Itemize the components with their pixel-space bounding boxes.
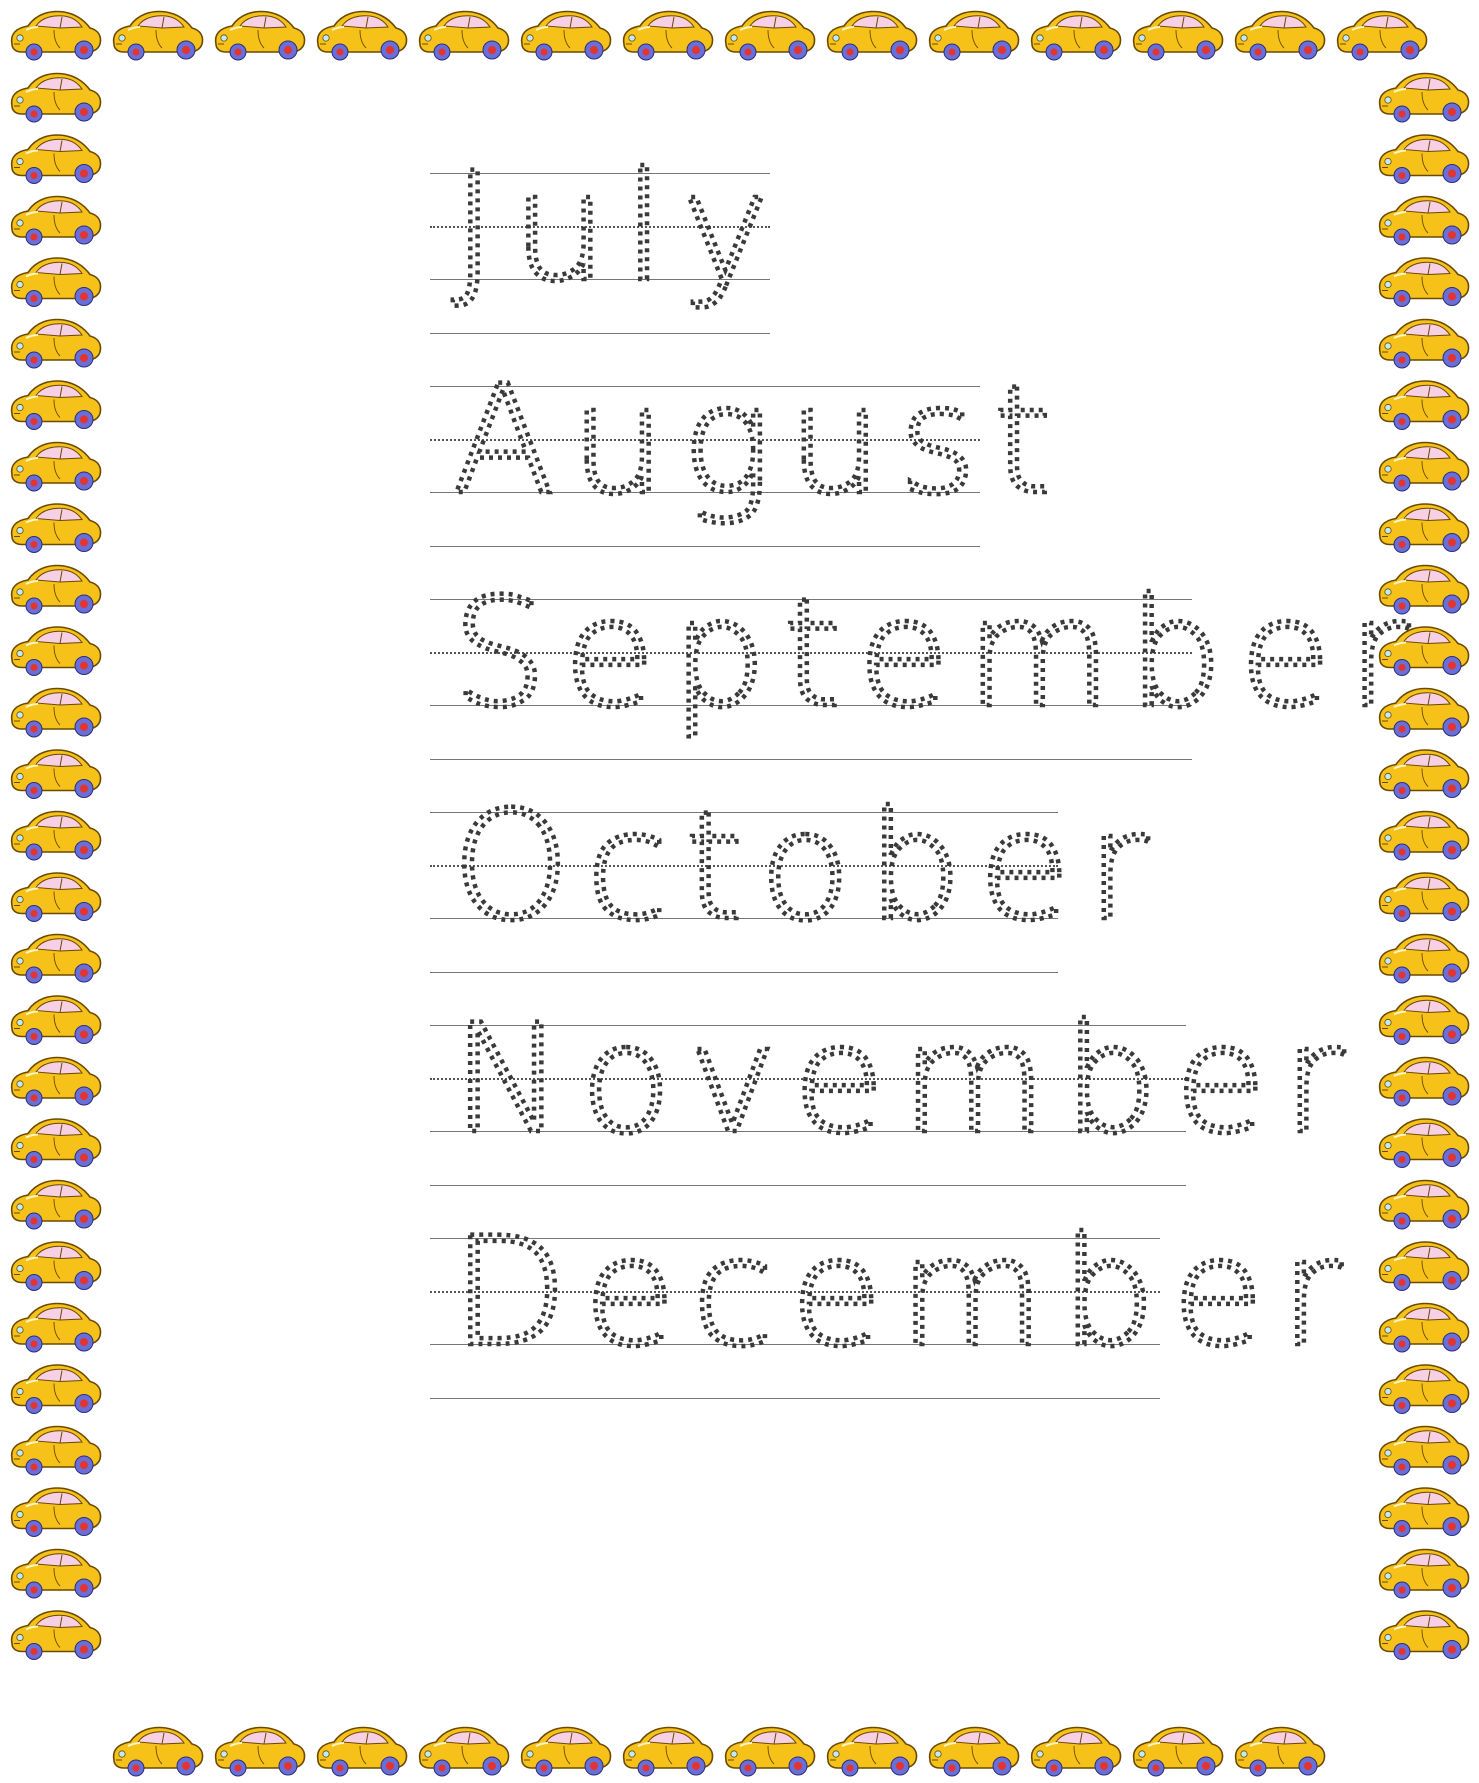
car-icon: [1032, 1728, 1121, 1776]
car-icon: [1380, 504, 1469, 552]
tracing-row: [430, 780, 1165, 972]
trace-word: November: [452, 993, 1361, 1167]
car-icon: [1236, 1728, 1325, 1776]
car-icon: [930, 1728, 1019, 1776]
car-icon: [420, 1728, 509, 1776]
car-icon: [828, 12, 917, 60]
car-icon: [1380, 1242, 1469, 1290]
car-icon: [12, 1427, 101, 1475]
car-icon: [1380, 197, 1469, 245]
trace-word: September: [452, 567, 1426, 741]
car-icon: [1380, 1181, 1469, 1229]
car-icon: [12, 258, 101, 306]
car-icon: [12, 935, 101, 983]
car-icon: [114, 1728, 203, 1776]
car-icon: [12, 320, 101, 368]
car-icon: [12, 1119, 101, 1167]
car-icon: [12, 689, 101, 737]
car-icon: [522, 12, 611, 60]
tracing-row: [430, 1206, 1358, 1398]
car-icon: [12, 1611, 101, 1659]
car-icon: [1134, 12, 1223, 60]
trace-word: December: [452, 1206, 1358, 1380]
car-icon: [12, 996, 101, 1044]
car-icon: [1380, 873, 1469, 921]
trace-word-graphic: [430, 780, 1165, 1002]
tracing-row: [430, 993, 1361, 1185]
car-icon: [318, 1728, 407, 1776]
car-icon: [1380, 1427, 1469, 1475]
car-icon: [1380, 381, 1469, 429]
car-icon: [1380, 996, 1469, 1044]
car-icon: [1380, 1058, 1469, 1106]
car-icon: [12, 750, 101, 798]
car-icon: [12, 566, 101, 614]
trace-word-graphic: [430, 1206, 1358, 1428]
trace-word: August: [452, 354, 1068, 528]
trace-word-graphic: [430, 993, 1361, 1215]
car-icon: [12, 74, 101, 122]
tracing-row: [430, 567, 1426, 759]
car-icon: [1380, 1550, 1469, 1598]
car-icon: [1236, 12, 1325, 60]
car-icon: [114, 12, 203, 60]
trace-word-graphic: [430, 567, 1426, 789]
car-icon: [12, 1488, 101, 1536]
car-icon: [12, 381, 101, 429]
car-icon: [1380, 443, 1469, 491]
car-icon: [12, 1181, 101, 1229]
car-icon: [1380, 258, 1469, 306]
car-icon: [12, 443, 101, 491]
car-icon: [12, 873, 101, 921]
car-icon: [726, 1728, 815, 1776]
car-icon: [12, 1304, 101, 1352]
car-icon: [12, 812, 101, 860]
car-icon: [1134, 1728, 1223, 1776]
car-icon: [1380, 750, 1469, 798]
car-icon: [1032, 12, 1121, 60]
car-icon: [318, 12, 407, 60]
car-icon: [216, 1728, 305, 1776]
car-icon: [1380, 1365, 1469, 1413]
car-icon: [1380, 1611, 1469, 1659]
trace-word-graphic: [430, 354, 1068, 576]
car-icon: [1338, 12, 1427, 60]
car-icon: [12, 1550, 101, 1598]
car-icon: [1380, 935, 1469, 983]
car-icon: [522, 1728, 611, 1776]
car-icon: [12, 1058, 101, 1106]
car-icon: [1380, 812, 1469, 860]
car-icon: [1380, 1304, 1469, 1352]
car-icon: [1380, 135, 1469, 183]
car-icon: [828, 1728, 917, 1776]
tracing-row: [430, 354, 1068, 546]
car-icon: [420, 12, 509, 60]
car-icon: [12, 627, 101, 675]
car-icon: [12, 12, 101, 60]
tracing-row: [430, 141, 786, 333]
trace-word-graphic: [430, 141, 810, 363]
car-icon: [624, 1728, 713, 1776]
car-icon: [12, 1242, 101, 1290]
trace-word: July: [452, 141, 786, 315]
car-icon: [624, 12, 713, 60]
car-icon: [216, 12, 305, 60]
car-icon: [12, 504, 101, 552]
car-icon: [726, 12, 815, 60]
car-icon: [1380, 320, 1469, 368]
car-icon: [12, 1365, 101, 1413]
car-icon: [12, 197, 101, 245]
car-icon: [930, 12, 1019, 60]
car-icon: [1380, 1488, 1469, 1536]
trace-word: October: [452, 780, 1165, 954]
car-icon: [1380, 1119, 1469, 1167]
car-icon: [12, 135, 101, 183]
car-icon: [1380, 74, 1469, 122]
